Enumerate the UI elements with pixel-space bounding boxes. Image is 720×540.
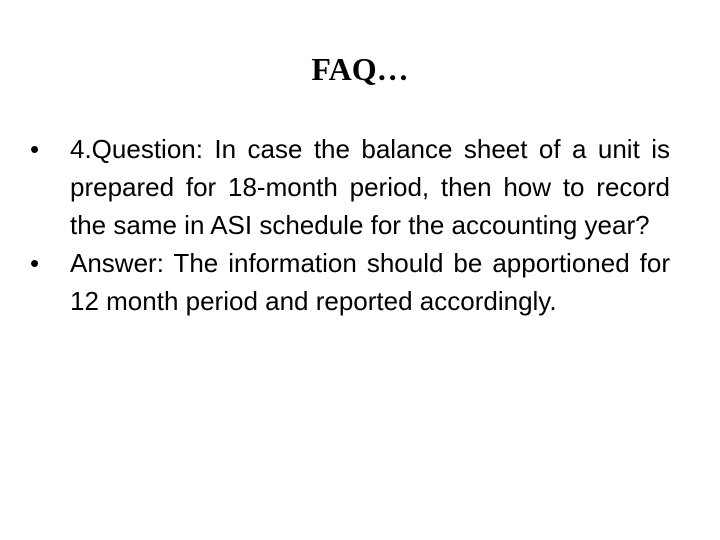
bullet-dot-icon: • [30, 134, 40, 164]
answer-bullet [30, 244, 670, 320]
question-text: 4.Question: In case the balance sheet of a unit is prepared for 18-month period, then how to record the same in ASI schedule for the accounting year? [70, 134, 670, 240]
slide-title: FAQ… [311, 51, 409, 87]
bullet-dot-icon: • [30, 248, 40, 278]
answer-text: Answer: The information should be apportioned for 12 month period and reported accordingly. [70, 248, 670, 316]
question-bullet [30, 130, 670, 244]
bullet-list [30, 130, 670, 320]
